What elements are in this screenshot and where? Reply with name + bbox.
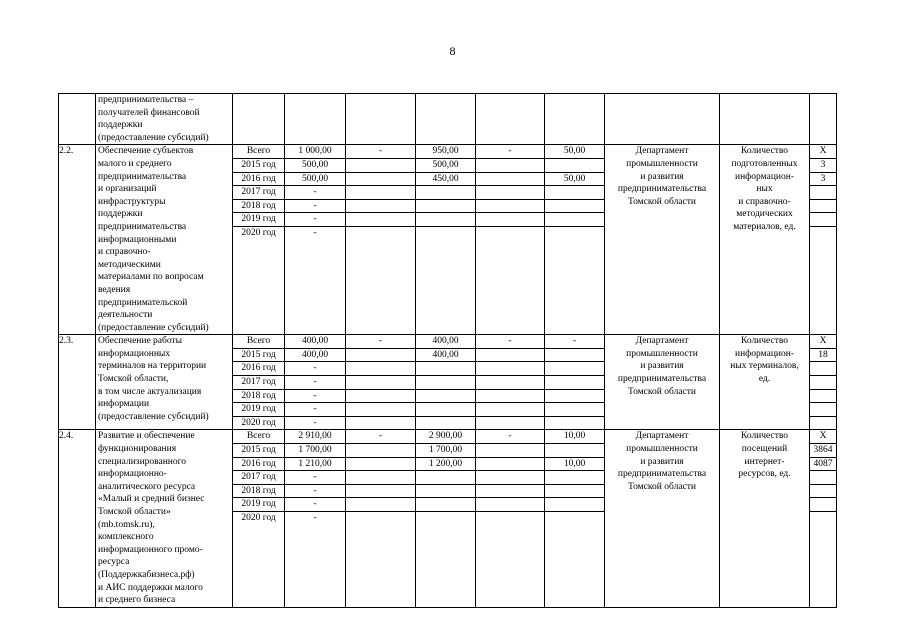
empty-cell <box>810 94 837 145</box>
extra-cell <box>545 213 604 227</box>
indicator-values-cell <box>810 430 837 607</box>
regional-cell: 450,00 <box>416 172 475 186</box>
years-cell: 2015 год <box>233 158 284 172</box>
total-subtable <box>285 335 345 429</box>
total-cell: 1 000,00 <box>285 145 345 158</box>
federal-cell <box>346 403 415 417</box>
extra-subtable <box>545 335 604 429</box>
empty-cell <box>285 94 346 145</box>
indicator-values-cell <box>810 335 837 430</box>
total-cell: - <box>285 362 345 376</box>
total-cell: - <box>313 417 317 428</box>
years-cell: 2019 год <box>233 213 284 227</box>
empty-cell <box>476 94 545 145</box>
federal-cell <box>346 498 415 512</box>
local-cell <box>476 145 545 335</box>
total-cell: - <box>285 199 345 213</box>
executor-text: Департамент промышленности и развития предпринимательства Томской области <box>617 431 707 492</box>
federal-cell <box>346 512 415 525</box>
extra-cell <box>545 376 604 390</box>
federal-cell <box>346 416 415 429</box>
local-cell: - <box>476 335 544 348</box>
values-cell <box>810 213 836 227</box>
extra-cell <box>545 335 605 430</box>
extra-cell <box>545 362 604 376</box>
program-table <box>58 93 837 608</box>
local-cell <box>476 348 544 362</box>
local-cell <box>476 158 544 172</box>
years-cell: 2017 год <box>233 186 284 200</box>
local-cell <box>476 226 544 239</box>
years-cell <box>233 335 285 430</box>
extra-cell <box>545 226 604 239</box>
values-subtable <box>810 145 836 239</box>
extra-cell: 10,00 <box>545 430 604 443</box>
extra-cell <box>545 199 604 213</box>
federal-cell <box>346 471 415 485</box>
regional-cell <box>416 199 475 213</box>
table-row <box>59 335 837 430</box>
years-cell: 2020 год <box>241 513 276 523</box>
values-cell <box>810 376 836 390</box>
event-description-cell <box>96 430 233 607</box>
empty-cell <box>416 94 476 145</box>
local-subtable <box>476 335 544 429</box>
values-cell <box>810 362 836 376</box>
values-subtable <box>810 335 836 429</box>
years-cell: 2017 год <box>233 376 284 390</box>
extra-cell <box>545 186 604 200</box>
event-description-cell <box>96 335 233 430</box>
regional-cell <box>416 416 475 429</box>
federal-subtable <box>346 335 415 429</box>
total-cell: - <box>285 376 345 390</box>
regional-cell <box>416 226 475 239</box>
years-subtable <box>233 430 284 524</box>
federal-cell: - <box>346 145 415 158</box>
row-number-cell: 2.3. <box>59 335 96 430</box>
total-cell: 2 910,00 <box>285 430 345 443</box>
extra-cell <box>545 389 604 403</box>
local-cell <box>476 484 544 498</box>
regional-cell: 1 200,00 <box>416 457 475 471</box>
federal-cell: - <box>346 335 415 348</box>
years-cell: 2019 год <box>233 403 284 417</box>
indicator-cell <box>720 335 810 430</box>
federal-cell <box>346 213 415 227</box>
extra-subtable <box>545 430 604 524</box>
extra-cell <box>545 145 605 335</box>
extra-cell <box>545 348 604 362</box>
local-cell: - <box>476 430 544 443</box>
regional-subtable <box>416 145 475 239</box>
local-cell <box>476 457 544 471</box>
empty-cell <box>233 94 285 145</box>
extra-cell <box>545 158 604 172</box>
local-cell <box>476 430 545 607</box>
regional-subtable <box>416 430 475 524</box>
extra-cell <box>545 498 604 512</box>
local-cell <box>476 403 544 417</box>
regional-cell <box>416 376 475 390</box>
indicator-cell <box>720 145 810 335</box>
years-cell: 2015 год <box>233 444 284 458</box>
values-cell <box>810 199 836 213</box>
table-row <box>59 145 837 335</box>
values-cell: X <box>810 145 836 158</box>
empty-cell <box>720 94 810 145</box>
federal-cell <box>346 484 415 498</box>
values-cell: 3864 <box>810 444 836 458</box>
local-cell <box>476 389 544 403</box>
years-cell <box>233 430 285 607</box>
indicator-values-cell <box>810 145 837 335</box>
years-cell: 2018 год <box>233 199 284 213</box>
extra-cell: 50,00 <box>545 172 604 186</box>
local-cell <box>476 444 544 458</box>
values-cell <box>810 226 836 239</box>
federal-cell <box>346 389 415 403</box>
values-cell <box>810 484 836 498</box>
table-row <box>59 430 837 607</box>
event-description-cell <box>96 145 233 335</box>
local-subtable <box>476 430 544 524</box>
years-cell: Всего <box>233 145 284 158</box>
years-subtable <box>233 145 284 239</box>
extra-cell: - <box>545 335 604 348</box>
regional-subtable <box>416 335 475 429</box>
empty-cell <box>545 94 605 145</box>
extra-cell <box>545 444 604 458</box>
continuation-row <box>59 94 837 145</box>
values-cell <box>810 498 836 512</box>
extra-cell <box>545 471 604 485</box>
federal-cell: - <box>346 430 415 443</box>
indicator-text: Количество посещений интернет- ресурсов, ед. <box>738 431 791 480</box>
row-number-cell: 2.4. <box>59 430 96 607</box>
total-cell <box>285 335 346 430</box>
values-cell: 18 <box>810 348 836 362</box>
local-subtable <box>476 145 544 239</box>
extra-subtable <box>545 145 604 239</box>
values-cell <box>810 186 836 200</box>
executor-text: Департамент промышленности и развития предпринимательства Томской области <box>617 146 707 207</box>
values-subtable <box>810 430 836 524</box>
row-number-cell <box>59 94 96 145</box>
regional-cell: 2 900,00 <box>416 430 475 443</box>
total-cell: - <box>285 186 345 200</box>
federal-cell <box>346 172 415 186</box>
federal-cell <box>346 457 415 471</box>
years-cell: 2016 год <box>233 172 284 186</box>
total-cell: 1 210,00 <box>285 457 345 471</box>
local-cell <box>476 213 544 227</box>
years-cell: Всего <box>233 335 284 348</box>
local-cell <box>476 498 544 512</box>
empty-cell <box>605 94 720 145</box>
years-cell: 2020 год <box>241 227 276 238</box>
local-cell <box>476 199 544 213</box>
event-description-text: Обеспечение работы информационных терминалов на территории Томской области, в том числе актуализация информации (предоставление субсидий) <box>98 336 209 422</box>
regional-cell <box>416 403 475 417</box>
years-subtable <box>233 335 284 429</box>
executor-text: Департамент промышленности и развития предпринимательства Томской области <box>617 336 707 397</box>
years-cell: Всего <box>233 430 284 443</box>
executor-cell <box>605 145 720 335</box>
regional-cell <box>416 512 475 525</box>
federal-cell <box>346 158 415 172</box>
total-cell <box>285 145 346 335</box>
federal-cell <box>346 362 415 376</box>
total-cell: 500,00 <box>285 172 345 186</box>
total-cell: 400,00 <box>285 335 345 348</box>
values-cell <box>810 471 836 485</box>
years-cell: 2016 год <box>233 362 284 376</box>
local-cell <box>476 376 544 390</box>
federal-cell <box>346 444 415 458</box>
total-subtable <box>285 430 345 524</box>
extra-cell: 50,00 <box>545 145 604 158</box>
federal-cell <box>346 145 416 335</box>
total-cell <box>285 430 346 607</box>
total-cell: 400,00 <box>285 348 345 362</box>
extra-cell <box>545 512 604 525</box>
federal-cell <box>346 348 415 362</box>
values-cell <box>810 389 836 403</box>
regional-cell <box>416 389 475 403</box>
local-cell <box>476 471 544 485</box>
years-cell: 2020 год <box>241 417 276 428</box>
regional-cell <box>416 498 475 512</box>
local-cell <box>476 172 544 186</box>
extra-cell <box>545 403 604 417</box>
regional-cell: 400,00 <box>416 335 475 348</box>
years-cell <box>233 145 285 335</box>
values-cell: X <box>810 430 836 443</box>
total-cell: 500,00 <box>285 158 345 172</box>
total-cell: 1 700,00 <box>285 444 345 458</box>
empty-cell <box>346 94 416 145</box>
local-cell <box>476 335 545 430</box>
federal-cell <box>346 335 416 430</box>
indicator-cell <box>720 430 810 607</box>
values-cell: X <box>810 335 836 348</box>
local-cell <box>476 362 544 376</box>
values-cell: 3 <box>810 172 836 186</box>
indicator-text: Количество подготовленных информацион- ных и справочно- методических материалов, ед. <box>731 146 798 232</box>
event-description-text: Развитие и обеспечение функционирования специализированного информационно- аналитического ресурса «Малый и средний бизнес Томской области» (mb.tomsk.ru), комплексного информационного промо- ресурса (Поддержкабизнеса.рф) и АИС поддержки малого и среднего бизнеса <box>98 431 205 606</box>
values-cell: 3 <box>810 158 836 172</box>
indicator-text: Количество информацион- ных терминалов, ед. <box>730 336 799 385</box>
regional-cell <box>416 213 475 227</box>
event-description-text: предпринимательства – получателей финансовой поддержки (предоставление субсидий) <box>98 95 209 143</box>
years-cell: 2019 год <box>233 498 284 512</box>
years-cell: 2017 год <box>233 471 284 485</box>
federal-cell <box>346 430 416 607</box>
federal-subtable <box>346 145 415 239</box>
federal-cell <box>346 186 415 200</box>
federal-subtable <box>346 430 415 524</box>
regional-cell <box>416 430 476 607</box>
years-cell: 2016 год <box>233 457 284 471</box>
page-number: 8 <box>449 44 456 58</box>
years-cell: 2018 год <box>233 484 284 498</box>
years-cell: 2018 год <box>233 389 284 403</box>
executor-cell <box>605 335 720 430</box>
total-subtable <box>285 145 345 239</box>
total-cell: - <box>313 227 317 238</box>
local-cell <box>476 512 544 525</box>
regional-cell <box>416 484 475 498</box>
event-description-cell <box>96 94 233 145</box>
extra-cell: 10,00 <box>545 457 604 471</box>
years-cell: 2015 год <box>233 348 284 362</box>
federal-cell <box>346 376 415 390</box>
regional-cell <box>416 186 475 200</box>
total-cell: - <box>285 403 345 417</box>
extra-cell <box>545 484 604 498</box>
total-cell: - <box>285 213 345 227</box>
total-cell: - <box>285 471 345 485</box>
values-cell <box>810 403 836 417</box>
regional-cell: 950,00 <box>416 145 475 158</box>
local-cell <box>476 186 544 200</box>
total-cell: - <box>313 513 317 523</box>
total-cell: - <box>285 389 345 403</box>
regional-cell: 1 700,00 <box>416 444 475 458</box>
local-cell <box>476 416 544 429</box>
regional-cell <box>416 362 475 376</box>
regional-cell <box>416 335 476 430</box>
executor-cell <box>605 430 720 607</box>
values-cell: 4087 <box>810 457 836 471</box>
regional-cell <box>416 145 476 335</box>
total-cell: - <box>285 484 345 498</box>
extra-cell <box>545 430 605 607</box>
values-cell <box>810 416 836 429</box>
local-cell: - <box>476 145 544 158</box>
regional-cell: 500,00 <box>416 158 475 172</box>
federal-cell <box>346 226 415 239</box>
values-cell <box>810 512 836 525</box>
extra-cell <box>545 416 604 429</box>
event-description-text: Обеспечение субъектов малого и среднего предпринимательства и организаций инфраструктуры поддержки предпринимательства информационными и справочно- методическими материалами по вопросам ведения предпринимательской деятельности (предоставление субсидий) <box>98 146 209 333</box>
regional-cell <box>416 471 475 485</box>
federal-cell <box>346 199 415 213</box>
regional-cell: 400,00 <box>416 348 475 362</box>
row-number-cell: 2.2. <box>59 145 96 335</box>
total-cell: - <box>285 498 345 512</box>
